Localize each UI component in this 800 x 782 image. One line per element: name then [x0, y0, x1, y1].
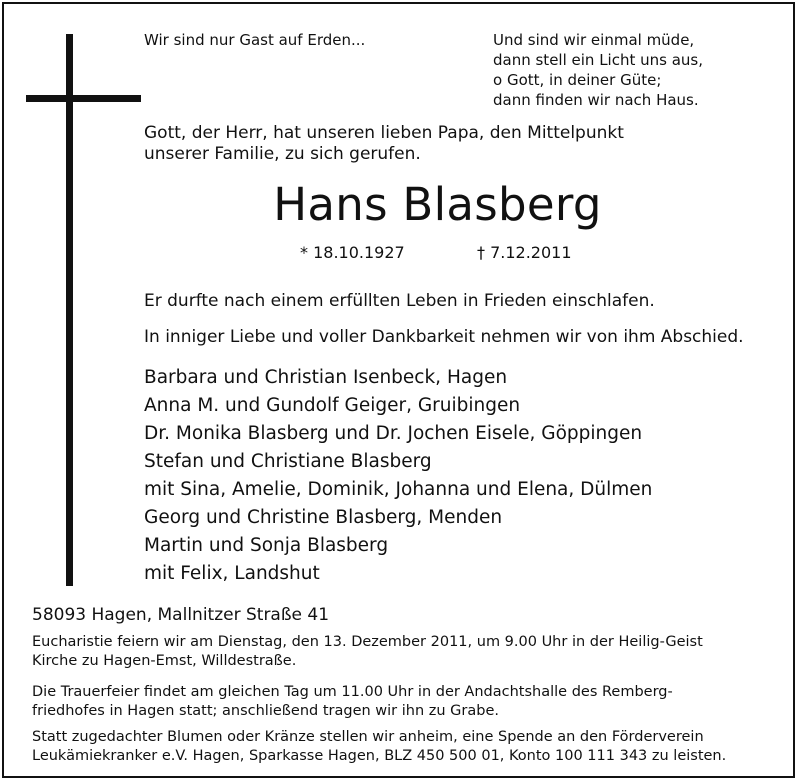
mourner-line: Anna M. und Gundolf Geiger, Gruibingen	[144, 395, 521, 416]
mass-info	[32, 633, 703, 671]
mourner-line: Stefan und Christiane Blasberg	[144, 451, 432, 472]
funeral-info	[32, 683, 673, 721]
cross-icon	[66, 34, 73, 586]
mass-info-line: Kirche zu Hagen-Emst, Willdestraße.	[32, 653, 297, 669]
mourner-line: mit Sina, Amelie, Dominik, Johanna und Elena, Dülmen	[144, 479, 653, 500]
verse-right-line: dann finden wir nach Haus.	[493, 91, 699, 109]
donation-info-line: Statt zugedachter Blumen oder Kränze stellen wir anheim, eine Spende an den Förderverein	[32, 729, 704, 745]
deceased-name: Hans Blasberg	[273, 178, 602, 231]
mourner-line: mit Felix, Landshut	[144, 563, 320, 584]
mourner-line: Georg und Christine Blasberg, Menden	[144, 507, 503, 528]
mourners-list	[144, 364, 652, 588]
donation-info-line: Leukämiekranker e.V. Hagen, Sparkasse Hagen, BLZ 450 500 01, Konto 100 111 343 zu leisten.	[32, 748, 727, 764]
verse-right-line: o Gott, in deiner Güte;	[493, 71, 662, 89]
intro-text	[144, 123, 624, 165]
mourner-line: Dr. Monika Blasberg und Dr. Jochen Eisele, Göppingen	[144, 423, 643, 444]
intro-line: Gott, der Herr, hat unseren lieben Papa, den Mittelpunkt	[144, 123, 624, 143]
verse-right-line: Und sind wir einmal müde,	[493, 31, 695, 49]
mass-info-line: Eucharistie feiern wir am Dienstag, den 13. Dezember 2011, um 9.00 Uhr in der Heilig-Geist	[32, 634, 703, 650]
statement-peace: Er durfte nach einem erfüllten Leben in Frieden einschlafen.	[144, 291, 655, 311]
verse-right-line: dann stell ein Licht uns aus,	[493, 51, 703, 69]
death-date: † 7.12.2011	[477, 243, 572, 262]
verse-left-line: Wir sind nur Gast auf Erden...	[144, 31, 366, 49]
funeral-info-line: Die Trauerfeier findet am gleichen Tag um 11.00 Uhr in der Andachtshalle des Remberg-	[32, 684, 673, 700]
cross-icon-bar	[26, 95, 141, 102]
intro-line: unserer Familie, zu sich gerufen.	[144, 144, 421, 164]
donation-info	[32, 728, 726, 766]
verse-left	[144, 30, 365, 50]
funeral-info-line: friedhofes in Hagen statt; anschließend tragen wir ihn zu Grabe.	[32, 703, 499, 719]
verse-right	[493, 30, 703, 110]
birth-date: * 18.10.1927	[300, 243, 405, 262]
mourner-line: Martin und Sonja Blasberg	[144, 535, 389, 556]
family-address: 58093 Hagen, Mallnitzer Straße 41	[32, 605, 330, 625]
mourner-line: Barbara und Christian Isenbeck, Hagen	[144, 367, 508, 388]
statement-farewell: In inniger Liebe und voller Dankbarkeit nehmen wir von ihm Abschied.	[144, 327, 744, 347]
